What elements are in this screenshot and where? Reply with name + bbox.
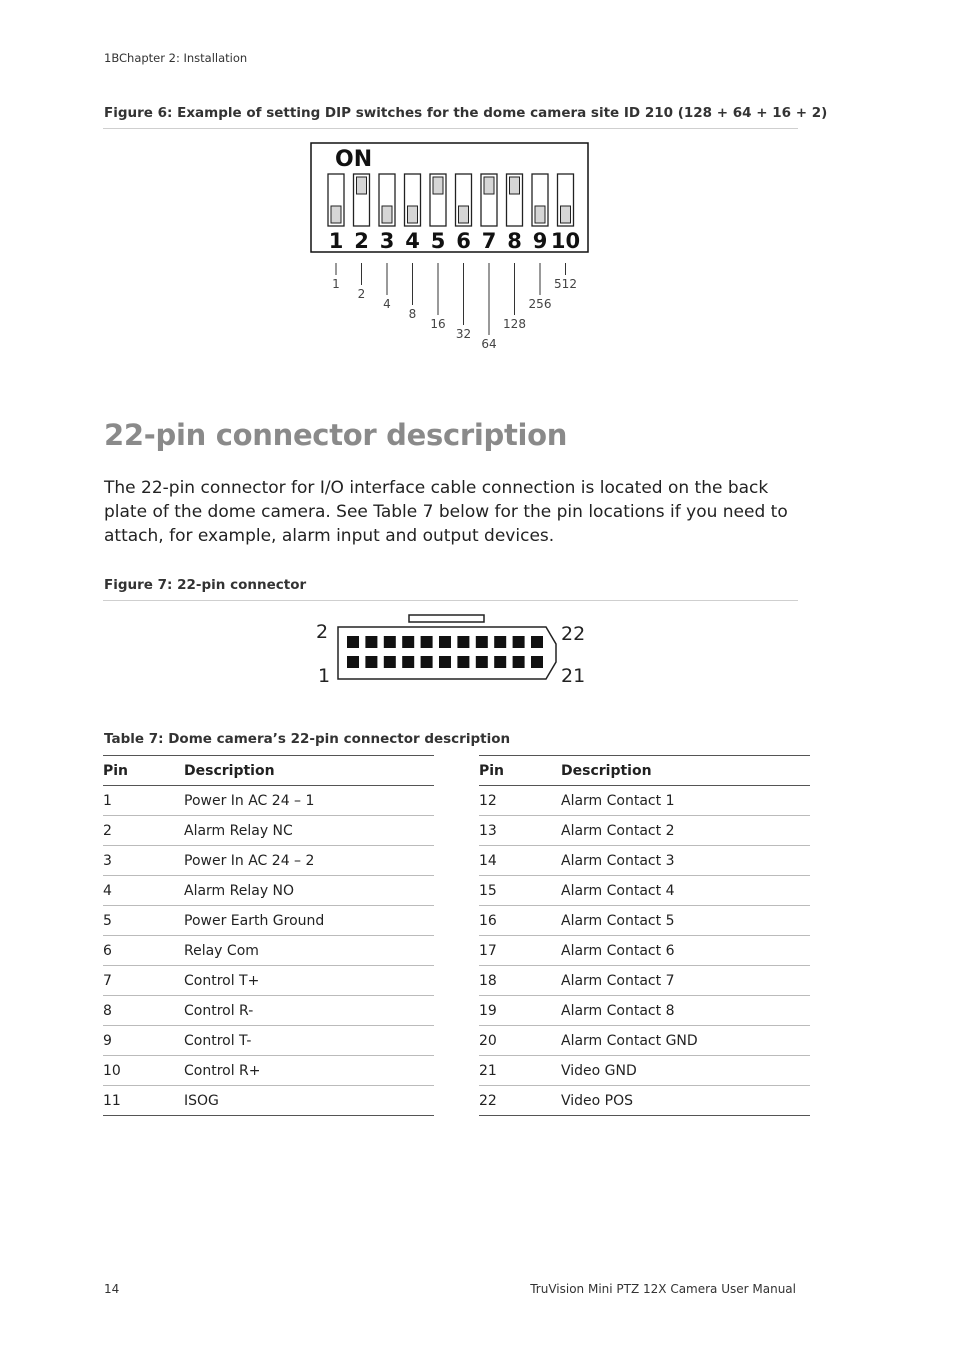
connector-pin (476, 636, 488, 648)
pin-description: Alarm Contact 8 (561, 996, 810, 1026)
pin-number: 2 (103, 816, 184, 846)
dip-number-label: 10 (550, 229, 581, 253)
pin-description: Alarm Contact 4 (561, 876, 810, 906)
dip-switch-knob (382, 206, 392, 223)
dip-switch-knob (408, 206, 418, 223)
pin-description: Control R+ (184, 1056, 434, 1086)
dip-switch-knob (433, 177, 443, 194)
connector-pin (365, 636, 377, 648)
pin-description: Control T+ (184, 966, 434, 996)
connector-pin (384, 636, 396, 648)
pin-description: Video POS (561, 1086, 810, 1116)
pin-description: Alarm Contact 1 (561, 786, 810, 816)
table-row (479, 966, 810, 996)
table-row (479, 1086, 810, 1116)
pin-number: 10 (103, 1056, 184, 1086)
pin-number: 3 (103, 846, 184, 876)
running-head: 1BChapter 2: Installation (104, 51, 248, 65)
table-header-row (479, 756, 810, 786)
table-row (103, 1086, 434, 1116)
figure-6-rule (103, 128, 798, 129)
table-row (103, 1056, 434, 1086)
table-row (479, 816, 810, 846)
pin-description: Alarm Relay NC (184, 816, 434, 846)
figure-7-rule (103, 600, 798, 601)
pin-description: Video GND (561, 1056, 810, 1086)
dip-switch-knob (357, 177, 367, 194)
table-row (479, 1026, 810, 1056)
pin-number: 7 (103, 966, 184, 996)
connector-pin (421, 636, 433, 648)
dip-value-group (332, 263, 577, 351)
pin-number: 8 (103, 996, 184, 1026)
pin-number: 12 (479, 786, 561, 816)
pin-description: Alarm Contact GND (561, 1026, 810, 1056)
col-header-pin: Pin (103, 756, 184, 786)
pin-number: 13 (479, 816, 561, 846)
connector-pin (402, 656, 414, 668)
dip-number-label: 7 (481, 229, 497, 253)
connector-pin (513, 656, 525, 668)
dip-switch-knob (561, 206, 571, 223)
dip-number-label: 1 (328, 229, 344, 253)
pin-number: 17 (479, 936, 561, 966)
dip-value-label: 2 (357, 287, 366, 301)
dip-value-label: 4 (383, 297, 391, 311)
dip-value-label: 8 (408, 307, 417, 321)
connector-pin (347, 656, 359, 668)
connector-pin (439, 656, 451, 668)
table-7-caption: Table 7: Dome camera’s 22-pin connector description (104, 731, 511, 747)
dip-value-label: 512 (554, 277, 577, 291)
pin-description: Power Earth Ground (184, 906, 434, 936)
dip-switch-knob (484, 177, 494, 194)
table-row (103, 906, 434, 936)
dip-value-label: 128 (503, 317, 526, 331)
pin-description: Alarm Relay NO (184, 876, 434, 906)
table-row (103, 816, 434, 846)
connector-label-21: 21 (561, 665, 586, 687)
dip-number-label: 8 (507, 229, 522, 253)
connector-pin (402, 636, 414, 648)
pin-number: 15 (479, 876, 561, 906)
pin-number: 4 (103, 876, 184, 906)
connector-pin (531, 636, 543, 648)
dip-number-label: 3 (379, 229, 395, 253)
pin-number: 18 (479, 966, 561, 996)
table-row (479, 876, 810, 906)
dip-switch-knob (459, 206, 469, 223)
table-row (479, 996, 810, 1026)
connector-key-tab (409, 615, 484, 622)
pin-number: 20 (479, 1026, 561, 1056)
connector-pin (494, 656, 506, 668)
dip-number-label: 6 (456, 229, 471, 253)
dip-switch-knob (331, 206, 341, 223)
pin-number: 22 (479, 1086, 561, 1116)
pin-description: Alarm Contact 3 (561, 846, 810, 876)
connector-pin (494, 636, 506, 648)
pin-number: 1 (103, 786, 184, 816)
pin-number: 11 (103, 1086, 184, 1116)
table-row (103, 876, 434, 906)
pin-number: 14 (479, 846, 561, 876)
pin-description: Alarm Contact 7 (561, 966, 810, 996)
dip-value-label: 1 (332, 277, 340, 291)
dip-number-label: 2 (354, 229, 369, 253)
connector-pin (513, 636, 525, 648)
pin-number: 6 (103, 936, 184, 966)
connector-pin (347, 636, 359, 648)
pin-table-left (103, 755, 434, 1116)
pin-description: Relay Com (184, 936, 434, 966)
pin-description: Power In AC 24 – 2 (184, 846, 434, 876)
dip-value-label: 16 (430, 317, 446, 331)
connector-pin (476, 656, 488, 668)
table-row (479, 786, 810, 816)
connector-pin (365, 656, 377, 668)
pin-number: 16 (479, 906, 561, 936)
pin-number: 5 (103, 906, 184, 936)
pin-description: Alarm Contact 5 (561, 906, 810, 936)
table-row (103, 996, 434, 1026)
section-title: 22-pin connector description (104, 418, 568, 452)
connector-pin (421, 656, 433, 668)
pin-description: Alarm Contact 6 (561, 936, 810, 966)
connector-housing (338, 627, 556, 679)
dip-value-label: 32 (455, 327, 472, 341)
pin-description: Control R- (184, 996, 434, 1026)
page-number: 14 (104, 1282, 120, 1296)
table-row (479, 936, 810, 966)
figure-6-caption: Figure 6: Example of setting DIP switches for the dome camera site ID 210 (128 + 64 + 16 + 2) (104, 105, 828, 121)
table-row (479, 1056, 810, 1086)
col-header-description: Description (184, 756, 434, 786)
connector-label-2: 2 (316, 621, 329, 643)
table-row (103, 846, 434, 876)
manual-title: TruVision Mini PTZ 12X Camera User Manual (530, 1282, 796, 1296)
dip-value-label: 256 (528, 297, 552, 311)
connector-figure (310, 610, 590, 690)
connector-pin (384, 656, 396, 668)
table-row (479, 846, 810, 876)
connector-pin (457, 656, 469, 668)
connector-pin (531, 656, 543, 668)
table-row (103, 936, 434, 966)
table-row (103, 1026, 434, 1056)
dip-number-label: 5 (430, 229, 446, 253)
connector-pin (439, 636, 451, 648)
dip-on-label: ON (335, 147, 373, 172)
col-header-pin: Pin (479, 756, 561, 786)
pin-description: Alarm Contact 2 (561, 816, 810, 846)
section-body: The 22-pin connector for I/O interface cable connection is located on the back plate of the dome camera. See Table 7 below for the pin locations if you need to attach, for example, alarm input and output devices. (104, 478, 788, 546)
table-row (479, 906, 810, 936)
col-header-description: Description (561, 756, 810, 786)
pin-number: 9 (103, 1026, 184, 1056)
dip-value-label: 64 (481, 337, 497, 351)
connector-label-1: 1 (318, 665, 331, 687)
dip-number-label: 9 (532, 229, 548, 253)
pin-description: Control T- (184, 1026, 434, 1056)
connector-label-22: 22 (561, 623, 586, 645)
pin-description: Power In AC 24 – 1 (184, 786, 434, 816)
dip-number-label: 4 (405, 229, 420, 253)
dip-switch-figure (310, 142, 592, 352)
connector-pin (457, 636, 469, 648)
table-header-row (103, 756, 434, 786)
pin-description: ISOG (184, 1086, 434, 1116)
dip-switch-knob (535, 206, 545, 223)
dip-switch-knob (510, 177, 520, 194)
pin-number: 19 (479, 996, 561, 1026)
table-row (103, 966, 434, 996)
pin-number: 21 (479, 1056, 561, 1086)
pin-table-right (479, 755, 810, 1116)
figure-7-caption: Figure 7: 22-pin connector (104, 577, 307, 593)
table-row (103, 786, 434, 816)
